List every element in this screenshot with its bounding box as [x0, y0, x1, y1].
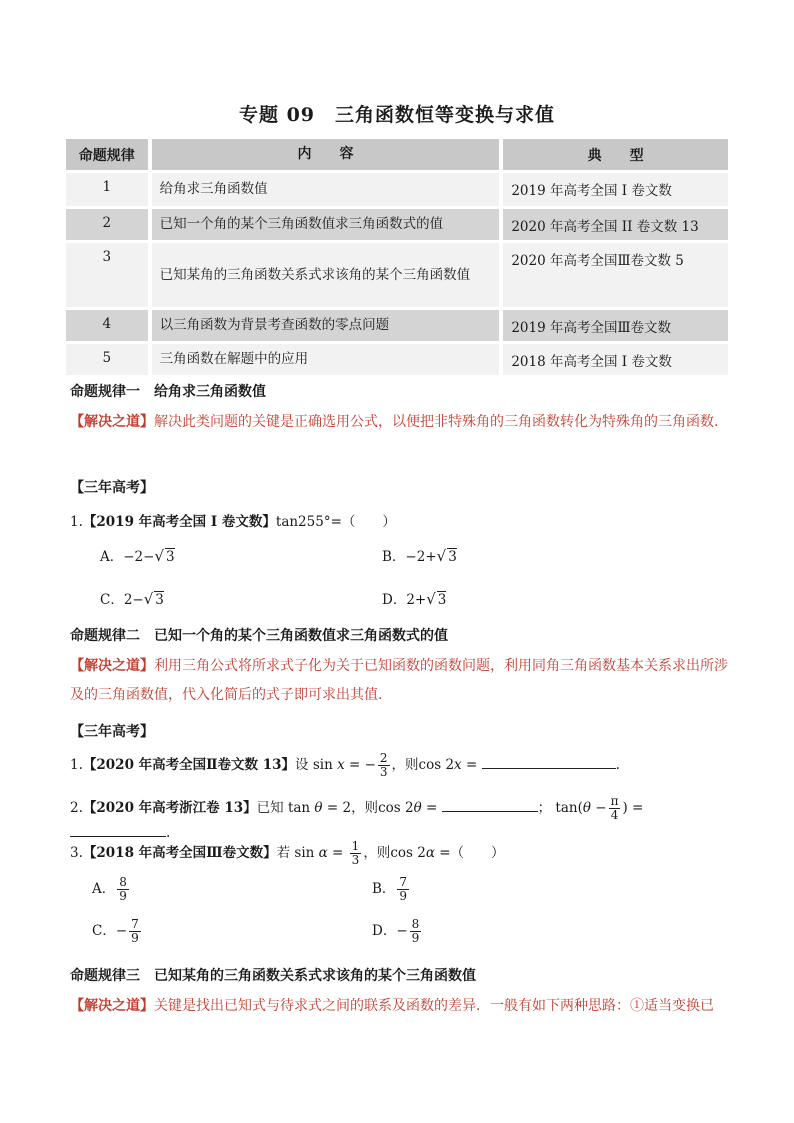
math-value: 2 — [342, 800, 352, 816]
fraction: $\frac{8}{9}$ — [119, 875, 127, 903]
option-d-label: D． — [372, 923, 397, 939]
table-cell-content: 已知一个角的某个三角函数值求三角函数式的值 — [148, 209, 500, 240]
option-a-label: A．−2− — [100, 549, 155, 565]
radicand: 3 — [166, 549, 175, 565]
table-row — [66, 344, 728, 375]
math-expr: cos 2α = — [390, 845, 451, 861]
option-b — [382, 545, 457, 565]
table-row — [66, 173, 728, 206]
question-2-1: 1.【2020 年高考全国Ⅱ卷文数 13】设 sin x = − $\frac{2}{3}$ ，则cos 2x = . — [70, 751, 620, 779]
section-heading-3: 命题规律三 已知某角的三角函数关系式求该角的某个三角函数值 — [70, 968, 476, 984]
radicand: 3 — [448, 549, 457, 565]
table-cell-source: 2019 年高考全国 I 卷文数 — [499, 173, 728, 206]
fraction: $\frac{8}{9}$ — [411, 917, 420, 945]
answer-blank[interactable] — [442, 797, 538, 812]
section-heading-1: 命题规律一 给角求三角函数值 — [70, 384, 266, 400]
method-text: 解决此类问题的关键是正确选用公式，以便把非特殊角的三角函数转化为特殊角的三角函数. — [154, 414, 719, 430]
table-row — [66, 243, 728, 307]
method-text: 利用三角公式将所求式子化为关于已知函数的函数问题，利用同角三角函数基本关系求出所涉及的三角函数值，代入化简后的式子即可求出其值. — [70, 658, 728, 703]
table-header: 典 型 — [499, 139, 728, 170]
question-2-2: 2.【2020 年高考浙江卷 13】已知 tan θ = 2，则cos 2θ = ； tan(θ − $\frac{\pi}{4}$ ) = . — [70, 794, 644, 841]
table-header: 内 容 — [148, 139, 500, 170]
option-a-label: A． — [92, 881, 116, 897]
method-paragraph-3 — [70, 992, 730, 1021]
table-cell-source: 2019 年高考全国Ⅲ卷文数 — [499, 310, 728, 341]
sqrt-sign: √ — [143, 590, 154, 608]
method-paragraph-2 — [70, 652, 730, 710]
table-cell-content: 以三角函数为背景考查函数的零点问题 — [148, 310, 500, 341]
table-cell-content: 已知某角的三角函数关系式求该角的某个三角函数值 — [148, 243, 500, 307]
option-c-label: C．2− — [100, 592, 144, 608]
fraction: $\frac{2}{3}$ — [379, 751, 388, 779]
exam-label-1: 【三年高考】 — [70, 480, 154, 496]
question-number: 2. — [70, 800, 83, 816]
method-text: 关键是找出已知式与待求式之间的联系及函数的差异．一般有如下两种思路：①适当变换已 — [154, 998, 714, 1014]
answer-blank[interactable] — [482, 754, 616, 769]
option-c — [100, 588, 164, 608]
option-d — [382, 588, 446, 608]
option-a — [100, 545, 175, 565]
table-cell-source: 2020 年高考全国 II 卷文数 13 — [499, 209, 728, 240]
answer-blank[interactable] — [70, 822, 166, 837]
question-text: 若 — [276, 845, 291, 861]
option-b — [372, 876, 411, 903]
question-tag: 【2018 年高考全国Ⅲ卷文数】 — [82, 845, 277, 861]
question-text: ，则 — [391, 757, 419, 773]
method-label: 【解决之道】 — [70, 658, 154, 674]
sqrt-sign: √ — [154, 547, 165, 565]
option-d-label: D．2+ — [382, 592, 427, 608]
question-number: 3. — [70, 845, 83, 861]
question-number: 1. — [70, 514, 83, 530]
question-2-3 — [70, 840, 730, 867]
table-cell-num: 4 — [66, 310, 148, 341]
question-text: （ ） — [450, 845, 505, 861]
table-cell-num: 1 — [66, 173, 148, 206]
rules-table — [66, 136, 728, 378]
option-c: C．− $\frac{7}{9}$ — [92, 917, 139, 945]
table-header-row — [66, 139, 728, 170]
math-expr: tan(θ − — [555, 800, 607, 816]
table-cell-source: 2018 年高考全国 I 卷文数 — [499, 344, 728, 375]
fraction: $\frac{1}{3}$ — [351, 839, 360, 867]
option-d: D．− $\frac{8}{9}$ — [372, 917, 420, 945]
question-text: tan255°=（ ） — [275, 514, 396, 530]
method-label: 【解决之道】 — [70, 414, 154, 430]
question-text: 已知 — [256, 800, 284, 816]
question-text: ，则 — [363, 845, 391, 861]
table-row — [66, 310, 728, 341]
table-row — [66, 209, 728, 240]
sqrt-sign: √ — [426, 590, 436, 608]
option-b-label: B．−2+ — [382, 549, 437, 565]
table-cell-content: 三角函数在解题中的应用 — [148, 344, 500, 375]
option-b-label: B． — [372, 881, 396, 897]
radicand: 3 — [155, 592, 164, 608]
table-cell-source: 2020 年高考全国Ⅲ卷文数 5 — [499, 243, 728, 307]
option-c-label: C． — [92, 923, 116, 939]
table-cell-content: 给角求三角函数值 — [148, 173, 500, 206]
section-heading-2: 命题规律二 已知一个角的某个三角函数值求三角函数式的值 — [70, 628, 448, 644]
question-text: 设 — [295, 757, 309, 773]
fraction: $\frac{7}{9}$ — [399, 875, 408, 903]
math-expr: sin x = − — [312, 757, 376, 773]
table-cell-num: 5 — [66, 344, 148, 375]
method-paragraph-1 — [70, 408, 730, 437]
option-a — [92, 876, 131, 903]
question-number: 1. — [70, 757, 83, 773]
math-expr: cos 2x = — [418, 757, 478, 773]
math-expr: tan θ = — [287, 800, 343, 816]
math-expr: cos 2θ = — [378, 800, 438, 816]
radicand: 3 — [437, 592, 447, 608]
table-header: 命题规律 — [66, 139, 148, 170]
exam-label-2: 【三年高考】 — [70, 724, 154, 740]
table-cell-num: 2 — [66, 209, 148, 240]
page-title: 专题 09 三角函数恒等变换与求值 — [238, 104, 556, 126]
sqrt-sign: √ — [436, 547, 447, 565]
question-tag: 【2020 年高考全国Ⅱ卷文数 13】 — [82, 757, 296, 773]
math-expr: sin α = — [294, 845, 348, 861]
question-tag: 【2019 年高考全国 I 卷文数】 — [82, 514, 276, 530]
fraction: $\frac{\pi}{4}$ — [610, 794, 619, 822]
math-expr: ) = — [622, 800, 644, 816]
table-cell-num: 3 — [66, 243, 148, 307]
question-text: ，则 — [351, 800, 379, 816]
method-label: 【解决之道】 — [70, 998, 154, 1014]
fraction: $\frac{7}{9}$ — [131, 917, 139, 945]
question-1-1 — [70, 510, 730, 530]
question-tag: 【2020 年高考浙江卷 13】 — [82, 800, 257, 816]
